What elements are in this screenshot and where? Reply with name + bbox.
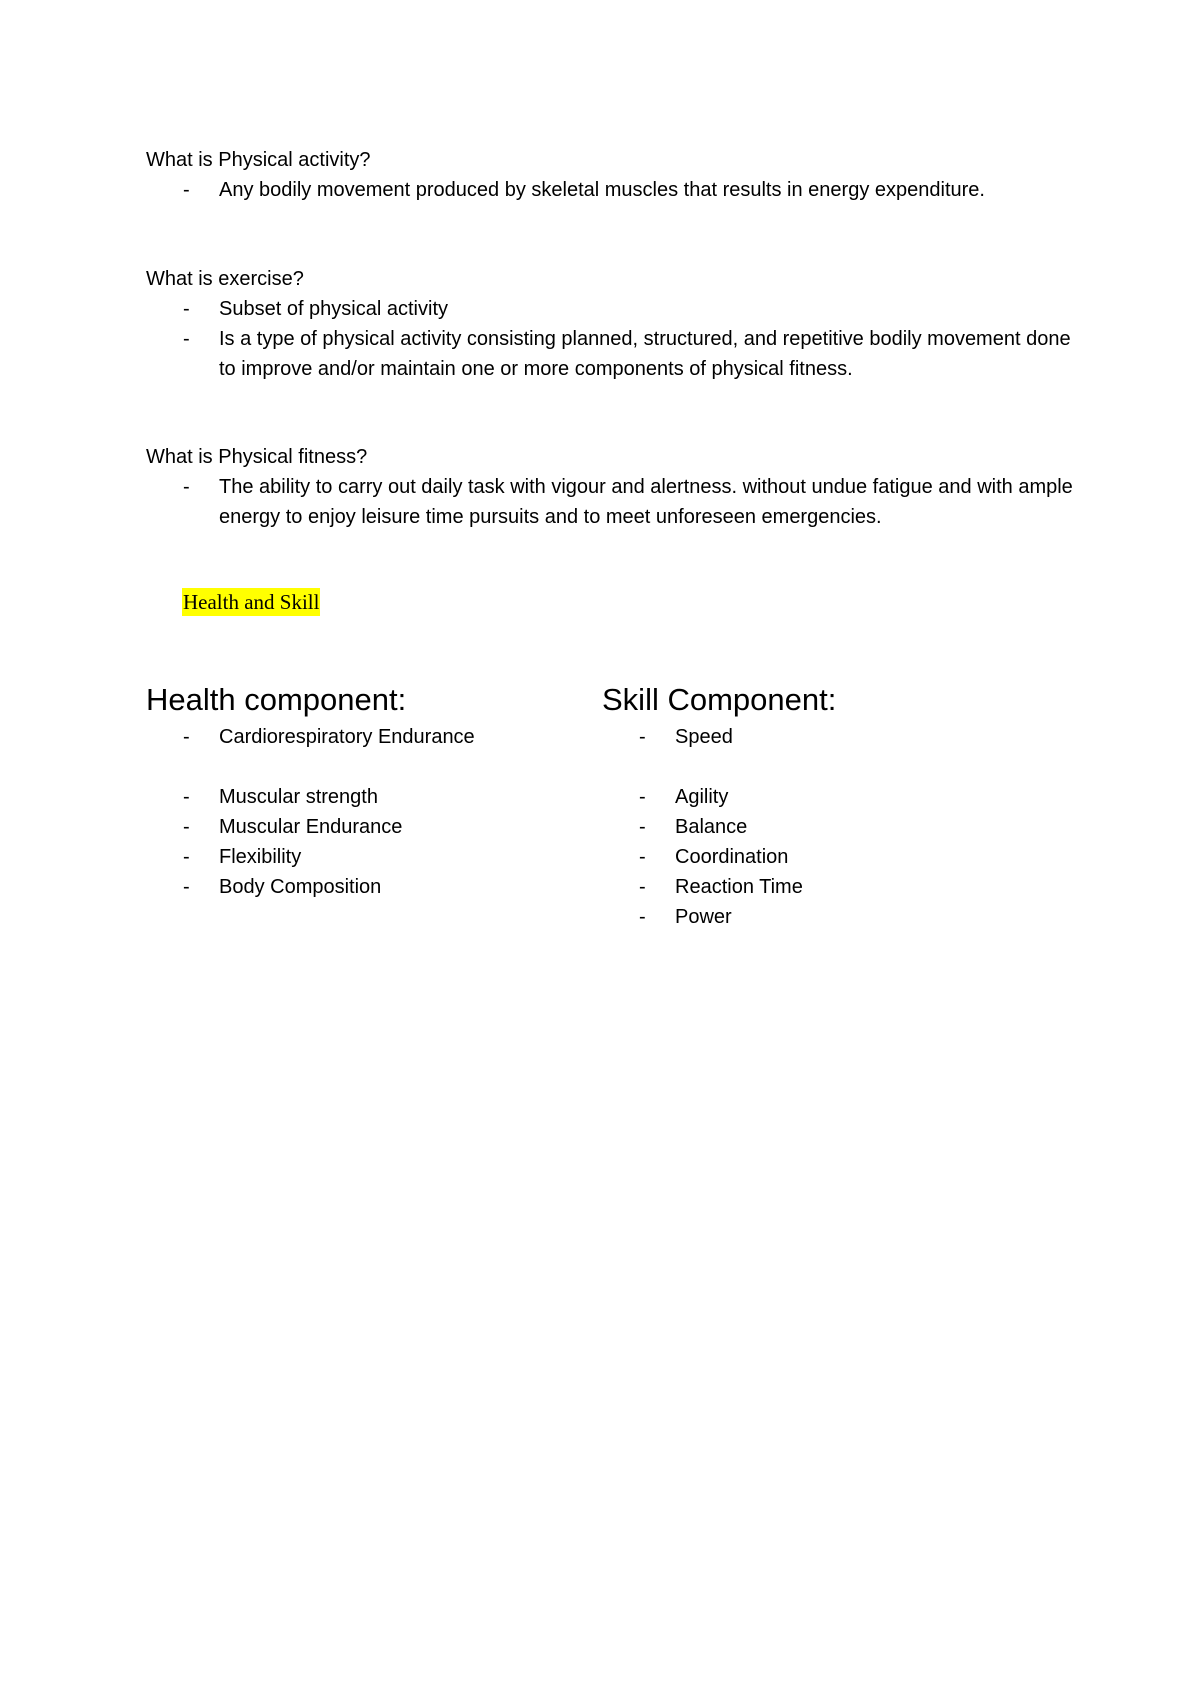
dash-marker: - <box>639 786 646 808</box>
answer-text: Subset of physical activity <box>219 298 448 320</box>
answer-item <box>146 324 1079 384</box>
skill-item-text: Agility <box>675 786 729 808</box>
skill-item-text: Balance <box>675 816 748 838</box>
list-item <box>602 722 1022 752</box>
health-component-list <box>146 722 566 902</box>
dash-marker: - <box>183 786 190 808</box>
list-item <box>602 872 1022 902</box>
dash-marker: - <box>183 328 190 350</box>
answer-text: Is a type of physical activity consisting planned, structured, and repetitive bodily movement done to improve and/or maintain one or more components of physical fitness. <box>219 328 1071 380</box>
question-heading: What is exercise? <box>146 268 304 290</box>
section-exercise <box>146 265 1071 384</box>
skill-component-list <box>602 722 1022 932</box>
list-item <box>602 902 1022 932</box>
skill-item-text: Coordination <box>675 846 789 868</box>
list-item <box>602 782 1022 812</box>
answer-text: The ability to carry out daily task with vigour and alertness. without undue fatigue and with ample energy to enjoy leisure time pursuits and to meet unforeseen emergencies. <box>219 476 1073 528</box>
skill-item-text: Speed <box>675 726 733 748</box>
dash-marker: - <box>639 906 646 928</box>
list-item <box>146 782 566 812</box>
dash-marker: - <box>639 726 646 748</box>
answer-list <box>146 472 1073 532</box>
dash-marker: - <box>639 816 646 838</box>
question-heading: What is Physical activity? <box>146 149 371 171</box>
question-heading: What is Physical fitness? <box>146 446 368 468</box>
skill-item-text: Power <box>675 906 732 928</box>
list-item <box>146 872 566 902</box>
list-item <box>146 842 566 872</box>
dash-marker: - <box>639 846 646 868</box>
list-item <box>146 722 566 752</box>
dash-marker: - <box>183 816 190 838</box>
dash-marker: - <box>183 298 190 320</box>
health-item-text: Cardiorespiratory Endurance <box>219 726 475 748</box>
section-physical-activity <box>146 146 1046 205</box>
health-component-column <box>146 678 566 902</box>
dash-marker: - <box>639 876 646 898</box>
health-item-text: Body Composition <box>219 876 382 898</box>
health-item-text: Muscular strength <box>219 786 378 808</box>
dash-marker: - <box>183 876 190 898</box>
skill-component-column <box>602 678 1022 932</box>
dash-marker: - <box>183 179 190 201</box>
highlighted-text: Health and Skill <box>183 590 320 614</box>
health-component-title: Health component: <box>146 682 407 717</box>
list-item <box>146 812 566 842</box>
section-physical-fitness <box>146 443 1073 532</box>
dash-marker: - <box>183 726 190 748</box>
answer-item <box>146 294 1079 324</box>
dash-marker: - <box>183 476 190 498</box>
dash-marker: - <box>183 846 190 868</box>
answer-text: Any bodily movement produced by skeletal muscles that results in energy expenditure. <box>219 179 985 201</box>
list-item <box>602 812 1022 842</box>
skill-component-title: Skill Component: <box>602 682 837 717</box>
answer-list <box>146 294 1071 384</box>
answer-item <box>146 175 1019 205</box>
answer-list <box>146 175 1046 205</box>
health-item-text: Muscular Endurance <box>219 816 403 838</box>
skill-item-text: Reaction Time <box>675 876 803 898</box>
health-item-text: Flexibility <box>219 846 302 868</box>
list-item <box>602 842 1022 872</box>
answer-item <box>146 472 1099 532</box>
